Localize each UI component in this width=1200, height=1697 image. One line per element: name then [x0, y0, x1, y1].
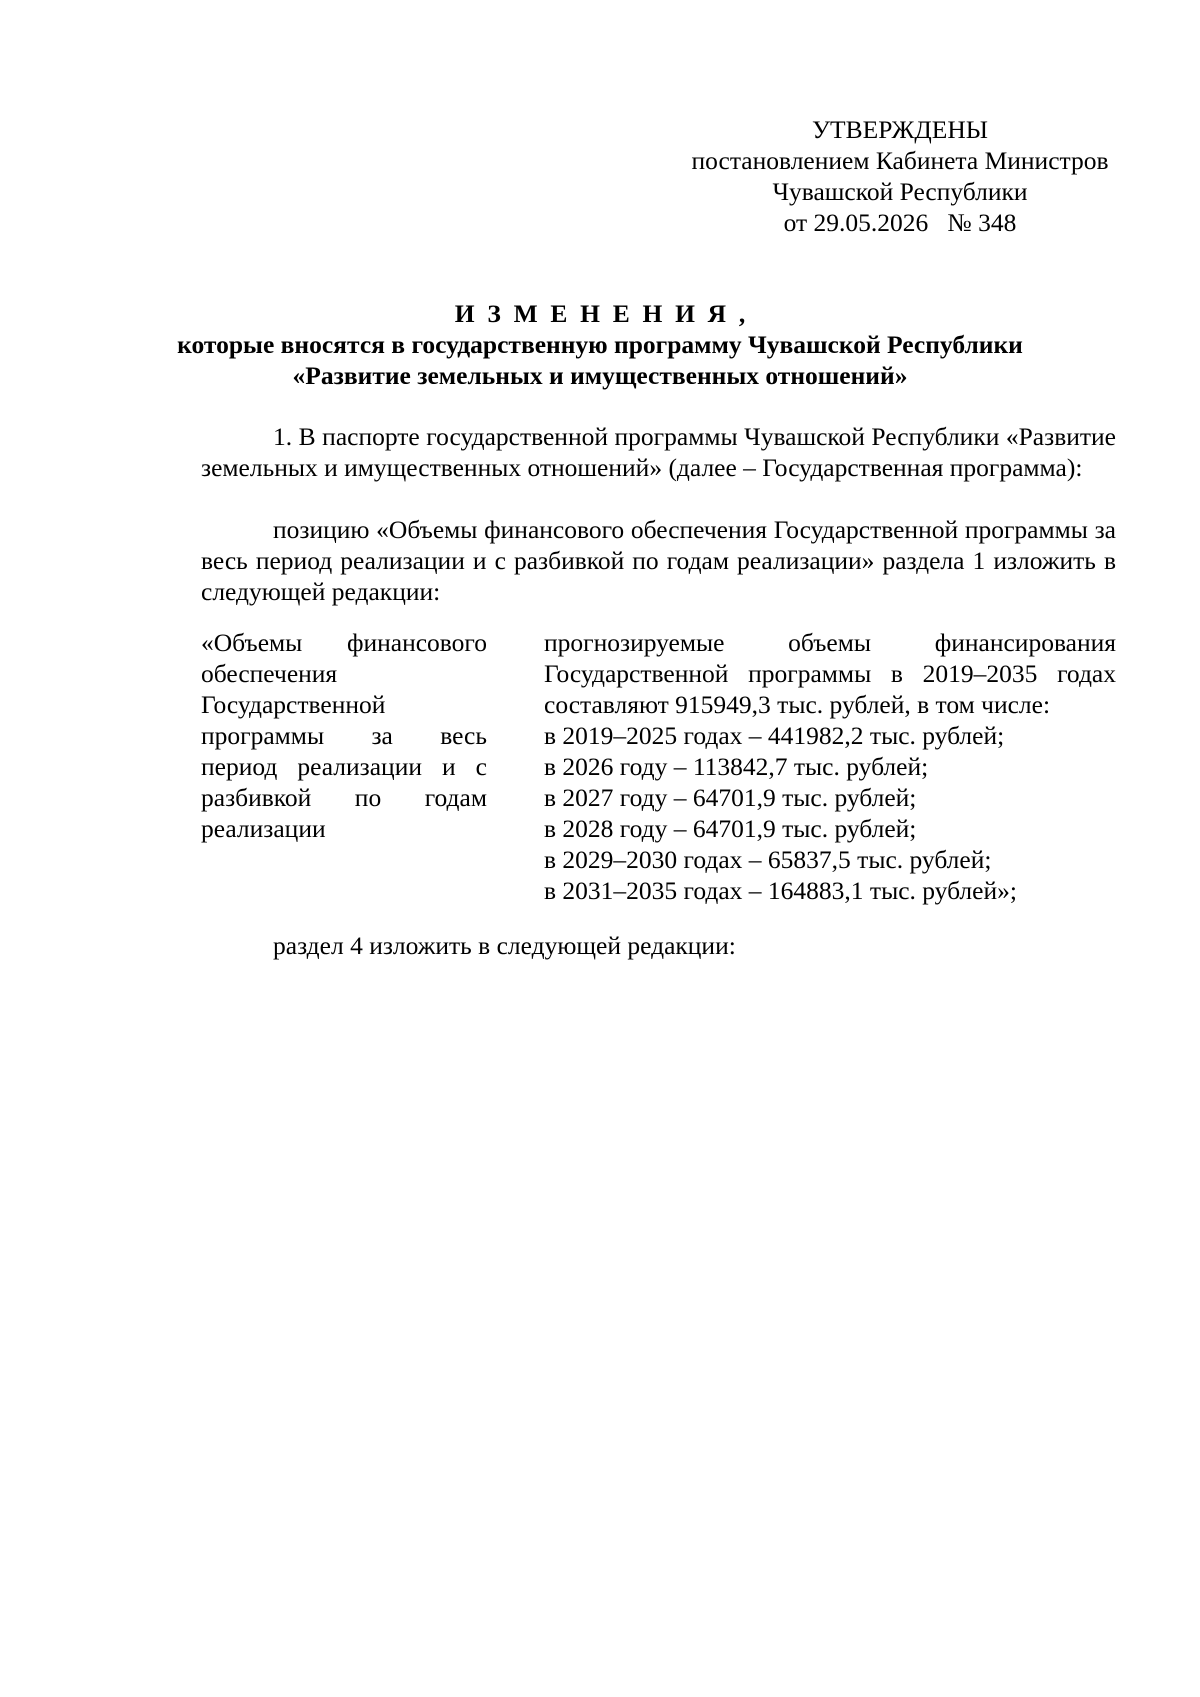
approval-resolution: постановлением Кабинета Министров	[691, 146, 1109, 175]
program-name: «Развитие земельных и имущественных отношений»	[292, 361, 908, 390]
funding-row: в 2029–2030 годах – 65837,5 тыс. рублей;	[544, 845, 992, 874]
funding-row: в 2031–2035 годах – 164883,1 тыс. рублей»;	[544, 876, 1017, 905]
funding-row: в 2019–2025 годах – 441982,2 тыс. рублей;	[544, 721, 1005, 750]
closing-instruction: раздел 4 изложить в следующей редакции:	[273, 931, 736, 960]
document-heading	[100, 298, 1100, 391]
document-title: ИЗМЕНЕНИЯ,	[454, 299, 758, 328]
paragraph-1-text: 1. В паспорте государственной программы Чувашской Республики «Развитие земельных и имущественных отношений» (далее – Государственная программа):	[201, 422, 1116, 482]
paragraph-2	[201, 514, 1116, 607]
table-right-cell	[544, 627, 1116, 906]
paragraph-2-text: позицию «Объемы финансового обеспечения Государственной программы за весь период реализации и с разбивкой по годам реализации» раздела 1 изложить в следующей редакции:	[201, 515, 1116, 606]
funding-row: в 2026 году – 113842,7 тыс. рублей;	[544, 752, 929, 781]
approval-republic: Чувашской Республики	[772, 177, 1028, 206]
table-right-intro: прогнозируемые объемы финансирования Государственной программы в 2019–2035 годах составляют 915949,3 тыс. рублей, в том числе:	[544, 628, 1116, 719]
approval-title: УТВЕРЖДЕНЫ	[812, 115, 988, 144]
table-left-text: «Объемы финансового обеспечения Государственной программы за весь период реализации и с разбивкой по годам реализации	[201, 628, 487, 843]
approval-block	[680, 114, 1120, 238]
funding-row: в 2027 году – 64701,9 тыс. рублей;	[544, 783, 917, 812]
funding-row: в 2028 году – 64701,9 тыс. рублей;	[544, 814, 917, 843]
paragraph-1	[201, 421, 1116, 483]
table-left-cell	[201, 627, 487, 844]
approval-date-number: от 29.05.2026 № 348	[783, 208, 1017, 237]
document-subtitle: которые вносятся в государственную программу Чувашской Республики	[177, 330, 1023, 359]
